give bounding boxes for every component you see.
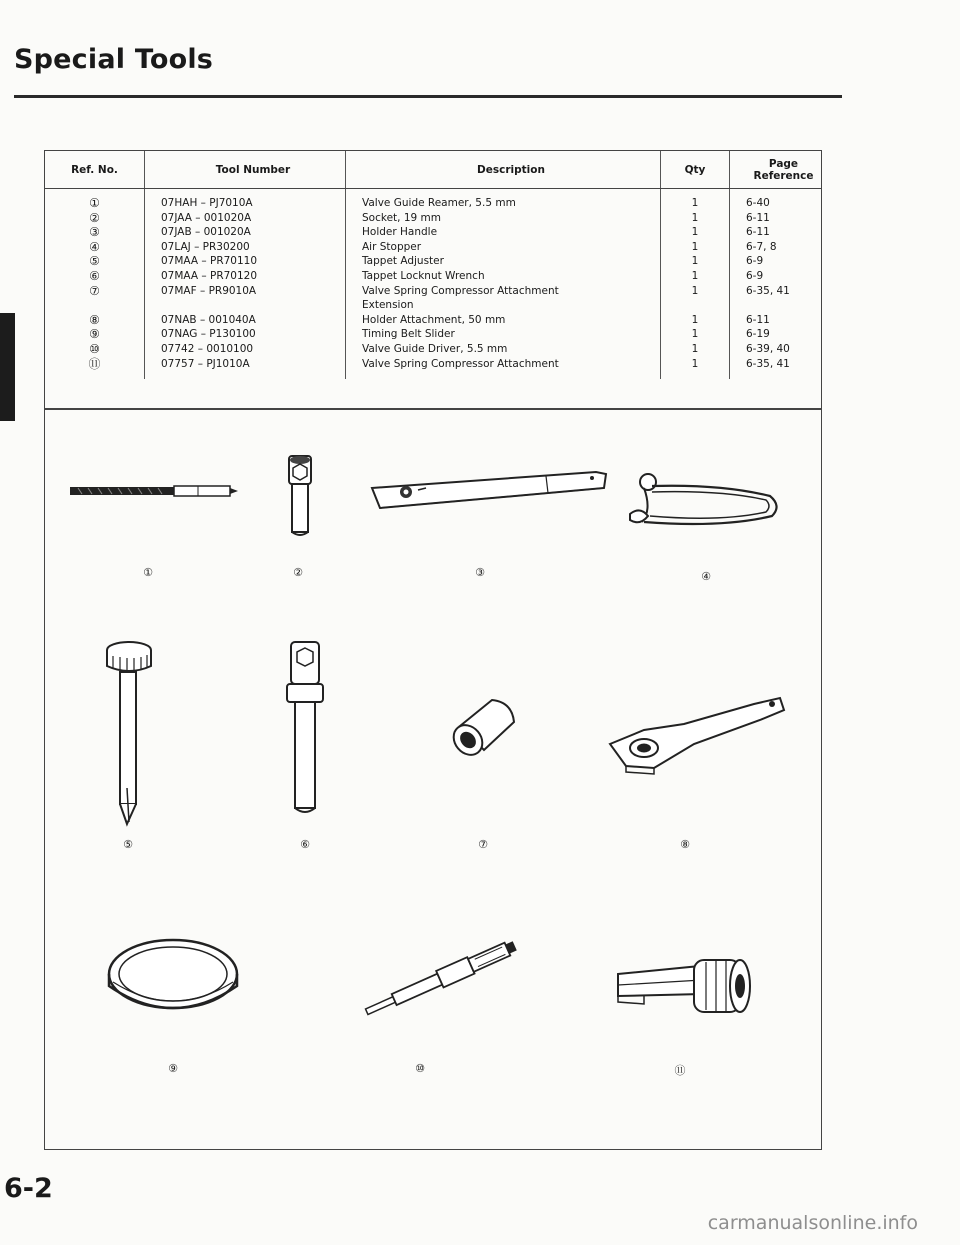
figure-label: ⑦ bbox=[478, 838, 488, 851]
table-header-row bbox=[45, 151, 821, 189]
spacer bbox=[746, 298, 815, 313]
description-cell-continued: Extension bbox=[362, 299, 414, 312]
ref-cell: ⑩ bbox=[89, 341, 100, 356]
watermark: carmanualsonline.info bbox=[707, 1212, 918, 1234]
figure-label: ④ bbox=[701, 570, 711, 583]
figure-label: ⑨ bbox=[168, 1062, 178, 1075]
ref-cell: ① bbox=[89, 196, 100, 210]
description-cell: Valve Guide Driver, 5.5 mm bbox=[362, 342, 508, 355]
page-reference-cell: 6-39, 40 bbox=[746, 342, 790, 355]
timing-belt-slider-illustration bbox=[103, 934, 243, 1024]
page-reference-cell: 6-11 bbox=[746, 226, 770, 239]
ref-cell: ④ bbox=[89, 239, 100, 254]
qty-cell: 1 bbox=[691, 197, 699, 209]
description-cell: Tappet Adjuster bbox=[362, 255, 444, 268]
figure-label: ⑤ bbox=[123, 838, 133, 851]
page-reference-cell: 6-9 bbox=[746, 255, 764, 268]
tools-table bbox=[45, 151, 821, 379]
header-ref: Ref. No. bbox=[45, 151, 145, 189]
ref-cell: ③ bbox=[89, 225, 100, 240]
tool-number-cell: 07MAA – PR70110 bbox=[161, 255, 258, 268]
page-reference-cell: 6-40 bbox=[746, 197, 770, 209]
description-cell: Valve Guide Reamer, 5.5 mm bbox=[362, 197, 516, 209]
ref-cell: ⑪ bbox=[88, 356, 101, 371]
tappet-adjuster-illustration bbox=[103, 638, 155, 830]
holder-handle-illustration bbox=[368, 466, 612, 516]
spacer bbox=[161, 298, 339, 313]
qty-cell: 1 bbox=[691, 342, 699, 355]
ref-cell: ⑦ bbox=[89, 283, 100, 298]
table-body bbox=[45, 189, 821, 380]
tool-number-cell: 07NAB – 001040A bbox=[161, 313, 256, 326]
figure-label: ① bbox=[143, 566, 153, 579]
ref-cell: ⑥ bbox=[89, 268, 100, 283]
page-reference-cell: 6-11 bbox=[746, 313, 770, 326]
figure-label: ② bbox=[293, 566, 303, 579]
tool-number-cell: 07JAB – 001020A bbox=[161, 226, 251, 239]
header-tool-number: Tool Number bbox=[145, 151, 346, 189]
section-tab bbox=[0, 313, 15, 421]
page-reference-cell: 6-9 bbox=[746, 269, 764, 282]
page-reference-cell: 6-19 bbox=[746, 328, 770, 341]
figure-label: ③ bbox=[475, 566, 485, 579]
ref-cell: ⑨ bbox=[89, 327, 100, 342]
description-cell: Socket, 19 mm bbox=[362, 211, 441, 224]
qty-column bbox=[661, 189, 730, 380]
tool-number-cell: 07757 – PJ1010A bbox=[161, 357, 250, 370]
ref-cell: ⑧ bbox=[89, 312, 100, 327]
header-page-reference: Page Reference bbox=[730, 151, 822, 189]
qty-cell: 1 bbox=[691, 357, 699, 370]
description-cell: Valve Spring Compressor Attachment bbox=[362, 357, 559, 370]
valve-guide-driver-illustration bbox=[340, 940, 536, 1020]
tool-number-column bbox=[145, 189, 346, 380]
title-rule bbox=[14, 95, 842, 98]
socket-illustration bbox=[283, 452, 317, 538]
description-cell: Timing Belt Slider bbox=[362, 328, 455, 341]
figure-label: ⑩ bbox=[415, 1062, 425, 1075]
tool-number-cell: 07HAH – PJ7010A bbox=[161, 197, 253, 209]
description-cell: Tappet Locknut Wrench bbox=[362, 269, 485, 282]
extension-illustration bbox=[446, 692, 520, 762]
page-title: Special Tools bbox=[14, 44, 214, 75]
tool-number-cell: 07JAA – 001020A bbox=[161, 211, 252, 224]
header-description: Description bbox=[346, 151, 661, 189]
tool-number-cell: 07742 – 0010100 bbox=[161, 342, 254, 355]
qty-cell: 1 bbox=[691, 269, 699, 282]
qty-cell: 1 bbox=[691, 255, 699, 268]
description-cell: Holder Handle bbox=[362, 226, 438, 239]
qty-cell: 1 bbox=[691, 211, 699, 224]
page-reference-cell: 6-35, 41 bbox=[746, 357, 790, 370]
qty-cell: 1 bbox=[691, 284, 699, 297]
qty-cell: 1 bbox=[691, 240, 699, 253]
description-cell: Air Stopper bbox=[362, 240, 422, 253]
figure-label: ⑥ bbox=[300, 838, 310, 851]
holder-attachment-illustration bbox=[604, 690, 790, 776]
table-bottom-rule bbox=[45, 408, 821, 410]
figure-label: ⑧ bbox=[680, 838, 690, 851]
qty-cell: 1 bbox=[691, 226, 699, 239]
ref-column bbox=[45, 189, 145, 380]
figure-label: ⑪ bbox=[674, 1064, 686, 1077]
page-reference-cell: 6-35, 41 bbox=[746, 284, 790, 297]
tool-number-cell: 07MAF – PR9010A bbox=[161, 284, 257, 297]
air-stopper-illustration bbox=[622, 470, 784, 536]
qty-cell: 1 bbox=[691, 328, 699, 341]
description-column bbox=[346, 189, 661, 380]
description-cell: Valve Spring Compressor Attachment bbox=[362, 284, 559, 297]
page-reference-column bbox=[730, 189, 822, 380]
valve-guide-reamer-illustration bbox=[68, 478, 240, 504]
page-reference-cell: 6-11 bbox=[746, 211, 770, 224]
tappet-locknut-wrench-illustration bbox=[281, 640, 329, 818]
qty-cell: 1 bbox=[691, 313, 699, 326]
page-number: 6-2 bbox=[4, 1173, 53, 1204]
ref-cell: ⑤ bbox=[89, 254, 100, 269]
ref-cell: ② bbox=[89, 210, 100, 225]
tool-number-cell: 07NAG – P130100 bbox=[161, 328, 256, 341]
description-cell: Holder Attachment, 50 mm bbox=[362, 313, 506, 326]
page-reference-cell: 6-7, 8 bbox=[746, 240, 777, 253]
valve-spring-compressor-attachment-illustration bbox=[610, 954, 758, 1024]
tool-number-cell: 07LAJ – PR30200 bbox=[161, 240, 250, 253]
header-qty: Qty bbox=[661, 151, 730, 189]
tool-number-cell: 07MAA – PR70120 bbox=[161, 269, 258, 282]
spacer bbox=[51, 298, 138, 313]
spacer bbox=[667, 298, 723, 313]
